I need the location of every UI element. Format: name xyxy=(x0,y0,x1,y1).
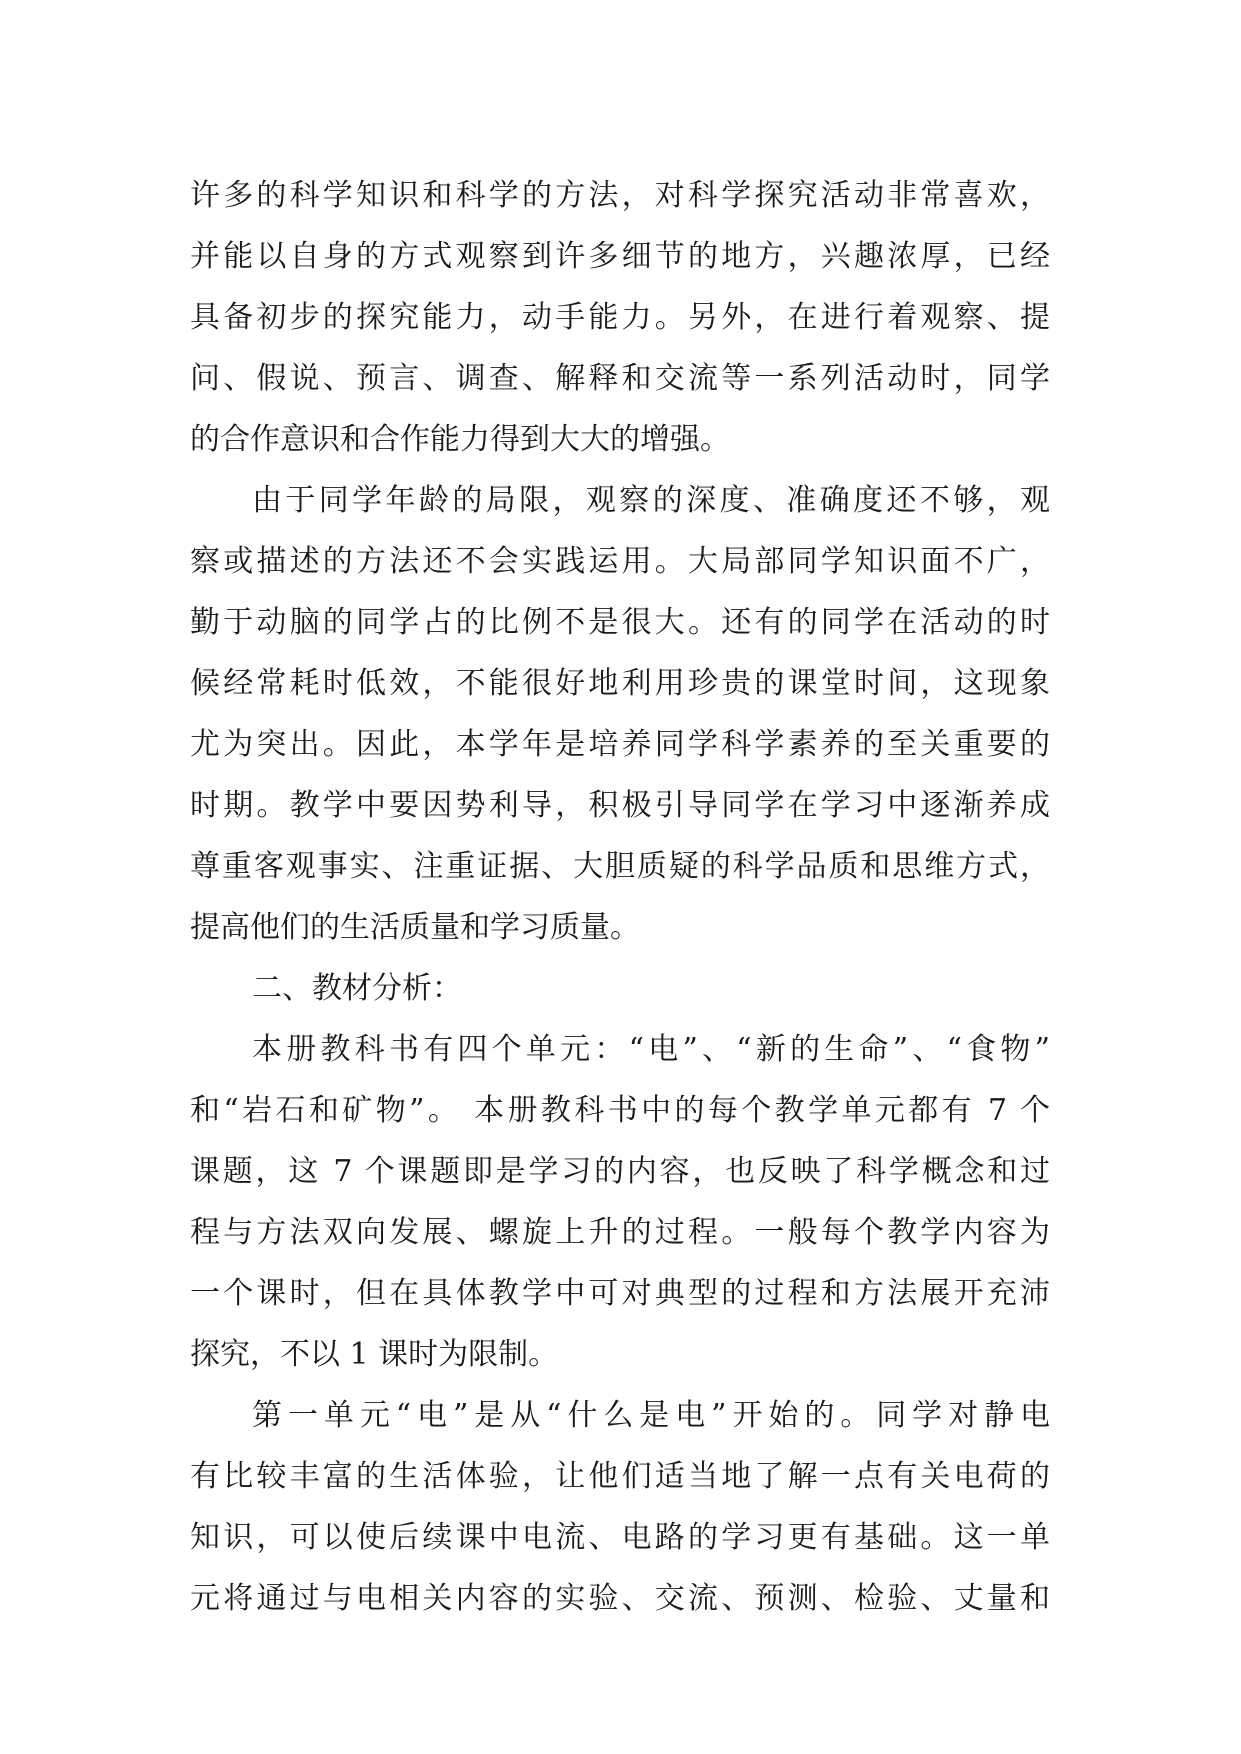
paragraph-line: 具备初步的探究能力，动手能力。另外，在进行着观察、提 xyxy=(190,300,1050,335)
paragraph-line: 问、假说、预言、调查、解释和交流等一系列活动时，同学 xyxy=(190,361,1050,396)
paragraph-line: 程与方法双向发展、螺旋上升的过程。一般每个教学内容为 xyxy=(190,1215,1050,1250)
paragraph-line: 并能以自身的方式观察到许多细节的地方，兴趣浓厚，已经 xyxy=(190,239,1050,274)
paragraph-line: 尤为突出。因此，本学年是培养同学科学素养的至关重要的 xyxy=(190,727,1050,762)
section-heading: 二、教材分析： xyxy=(252,971,462,1006)
paragraph-line: 候经常耗时低效，不能很好地利用珍贵的课堂时间，这现象 xyxy=(190,666,1050,701)
paragraph-line: 知识，可以使后续课中电流、电路的学习更有基础。这一单 xyxy=(190,1520,1050,1555)
paragraph-line: 提高他们的生活质量和学习质量。 xyxy=(190,910,640,945)
paragraph-line: 有比较丰富的生活体验，让他们适当地了解一点有关电荷的 xyxy=(190,1459,1050,1494)
paragraph-line: 和“岩石和矿物”。 本册教科书中的每个教学单元都有 7 个 xyxy=(190,1093,1050,1128)
paragraph-line: 察或描述的方法还不会实践运用。大局部同学知识面不广， xyxy=(190,544,1050,579)
paragraph-line: 本册教科书有四个单元：“电”、“新的生命”、“食物” xyxy=(252,1032,1050,1067)
paragraph-line: 由于同学年龄的局限，观察的深度、准确度还不够，观 xyxy=(252,483,1050,518)
paragraph-line: 元将通过与电相关内容的实验、交流、预测、检验、丈量和 xyxy=(190,1581,1050,1616)
paragraph-line: 第一单元“电”是从“什么是电”开始的。同学对静电 xyxy=(252,1398,1050,1433)
paragraph-line: 尊重客观事实、注重证据、大胆质疑的科学品质和思维方式， xyxy=(190,849,1050,884)
paragraph-line: 课题，这 7 个课题即是学习的内容，也反映了科学概念和过 xyxy=(190,1154,1050,1189)
paragraph-line: 的合作意识和合作能力得到大大的增强。 xyxy=(190,422,730,457)
paragraph-line: 勤于动脑的同学占的比例不是很大。还有的同学在活动的时 xyxy=(190,605,1050,640)
paragraph-line: 探究，不以 1 课时为限制。 xyxy=(190,1337,559,1372)
paragraph-line: 许多的科学知识和科学的方法，对科学探究活动非常喜欢， xyxy=(190,178,1050,213)
paragraph-line: 一个课时，但在具体教学中可对典型的过程和方法展开充沛 xyxy=(190,1276,1050,1311)
paragraph-line: 时期。教学中要因势利导，积极引导同学在学习中逐渐养成 xyxy=(190,788,1050,823)
